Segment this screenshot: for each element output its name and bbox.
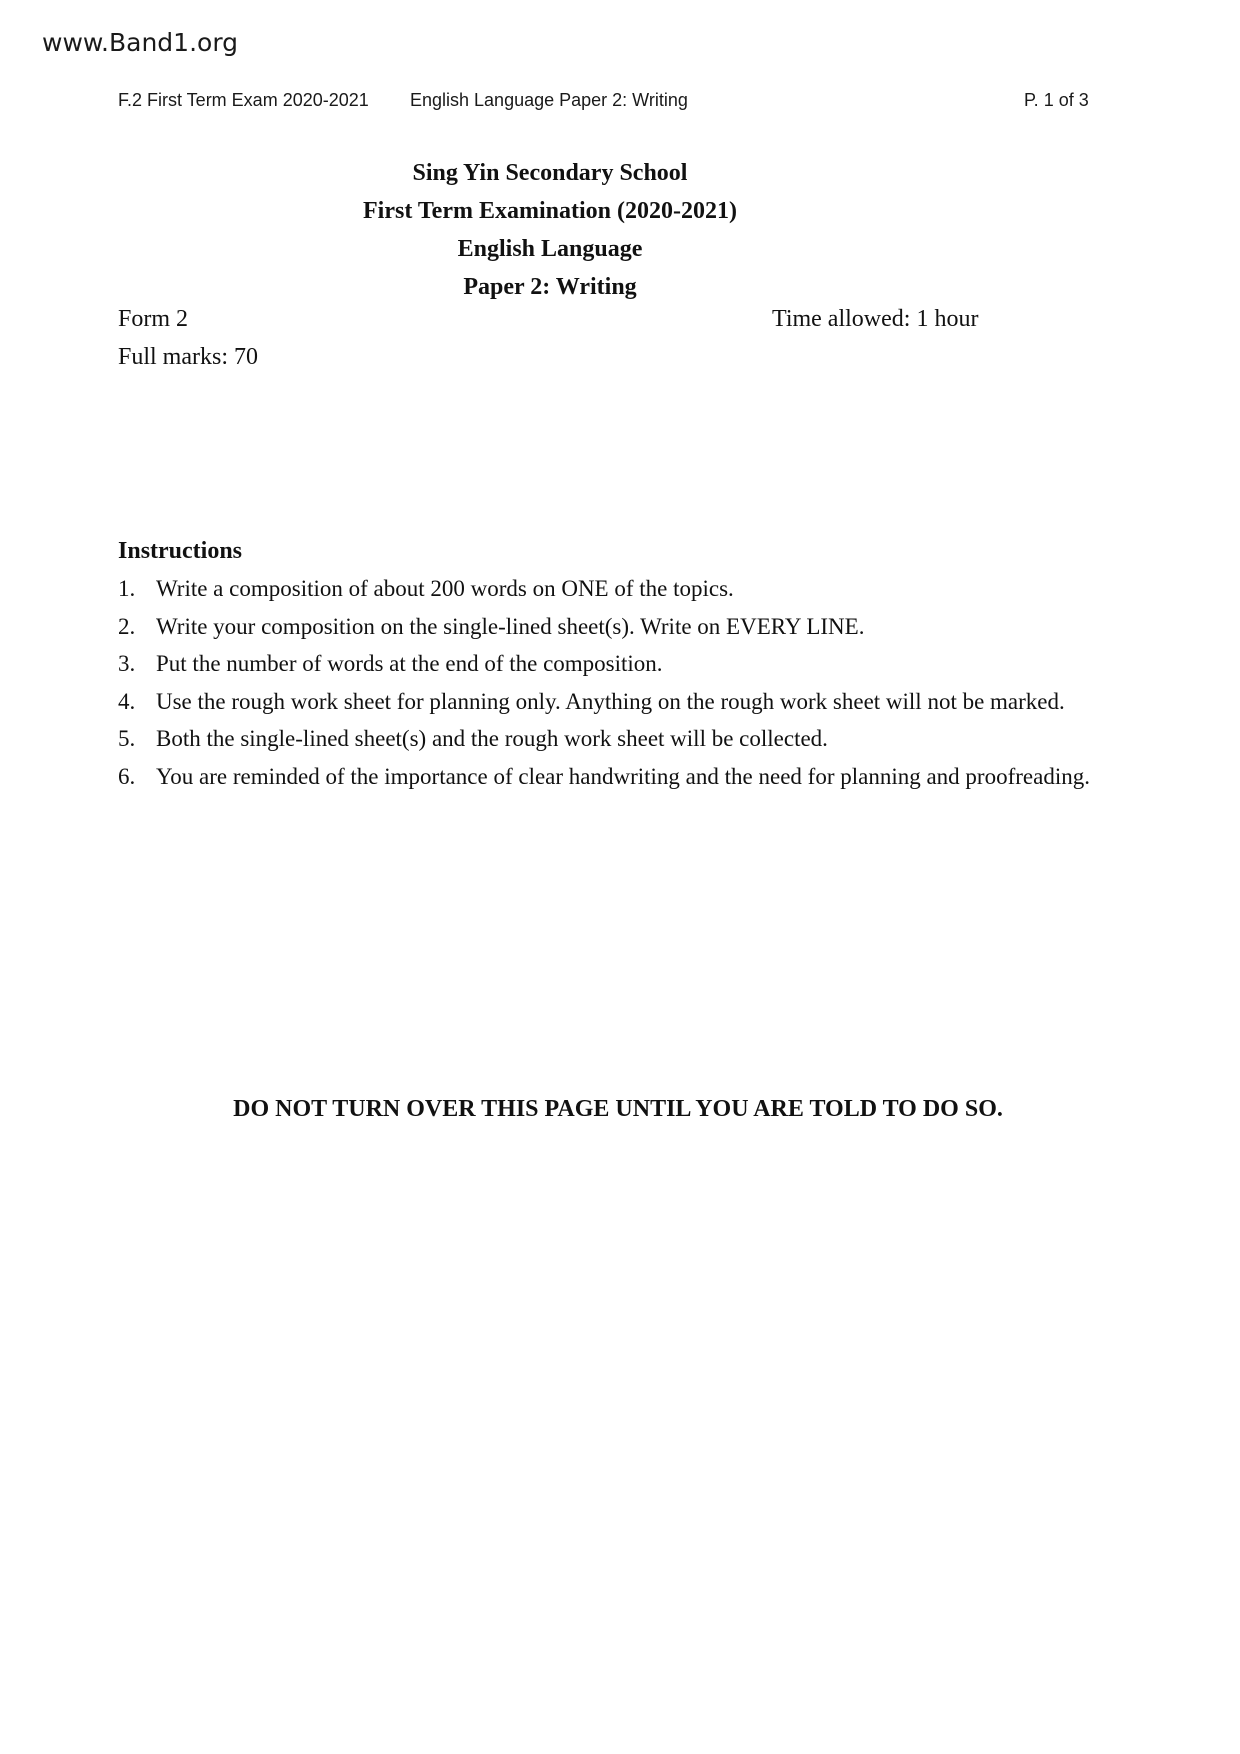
instruction-item [118, 645, 1128, 683]
instruction-number: 4. [118, 688, 136, 714]
instruction-text: Put the number of words at the end of the composition. [156, 651, 663, 677]
title-block [0, 154, 1240, 306]
instruction-text: Use the rough work sheet for planning only. Anything on the rough work sheet will not be marked. [156, 688, 1065, 714]
exam-name: First Term Examination (2020-2021) [363, 198, 737, 224]
form-level: Form 2 [118, 306, 189, 332]
instructions-section [118, 532, 1128, 796]
instruction-item [118, 608, 1128, 646]
instructions-heading: Instructions [118, 538, 243, 564]
instruction-item [118, 683, 1128, 721]
instruction-item [118, 570, 1128, 608]
instruction-item [118, 720, 1128, 758]
instruction-number: 3. [118, 651, 136, 677]
do-not-turn-over-warning: DO NOT TURN OVER THIS PAGE UNTIL YOU ARE TOLD TO DO SO. [233, 1096, 1003, 1122]
instruction-item [118, 758, 1128, 796]
subject-name: English Language [457, 236, 643, 262]
instruction-text: Both the single-lined sheet(s) and the rough work sheet will be collected. [156, 726, 828, 752]
page-number: P. 1 of 3 [1024, 90, 1089, 110]
running-header-exam: F.2 First Term Exam 2020-2021 [118, 90, 369, 110]
instruction-number: 2. [118, 613, 136, 639]
instruction-text: You are reminded of the importance of clear handwriting and the need for planning and proofreading. [156, 763, 1090, 789]
watermark: www.Band1.org [42, 28, 239, 57]
instruction-text: Write a composition of about 200 words on ONE of the topics. [156, 576, 734, 601]
instruction-text: Write your composition on the single-lined sheet(s). Write on EVERY LINE. [156, 613, 865, 639]
instructions-list [118, 570, 1128, 796]
school-name: Sing Yin Secondary School [412, 160, 688, 186]
running-header-paper: English Language Paper 2: Writing [410, 90, 688, 110]
time-allowed: Time allowed: 1 hour [772, 306, 979, 332]
instruction-number: 6. [118, 763, 136, 789]
paper-name: Paper 2: Writing [463, 274, 637, 300]
instruction-number: 1. [118, 576, 136, 601]
instruction-number: 5. [118, 726, 136, 752]
full-marks: Full marks: 70 [118, 344, 259, 370]
